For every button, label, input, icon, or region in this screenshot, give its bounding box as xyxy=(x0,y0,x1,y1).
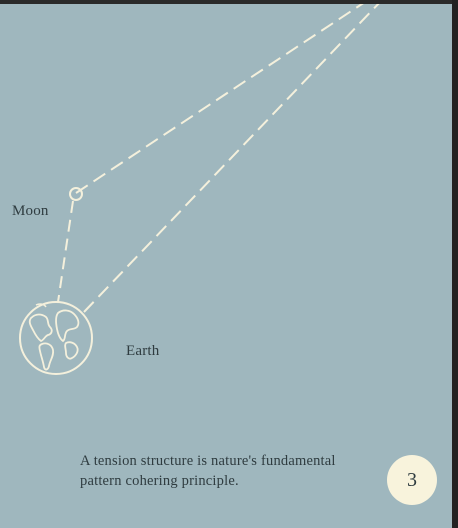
sun-to-moon-line xyxy=(76,0,368,193)
caption-line-2: pattern cohering principle. xyxy=(80,473,239,489)
page-number: 3 xyxy=(407,468,417,491)
moon-icon xyxy=(70,188,82,200)
moon-label: Moon xyxy=(12,203,49,219)
sun-to-earth-line xyxy=(84,0,382,312)
page-right-edge xyxy=(452,0,458,528)
earth-label: Earth xyxy=(126,343,160,359)
page-number-badge xyxy=(387,455,437,505)
page-top-edge xyxy=(0,0,452,4)
earth-icon xyxy=(20,302,92,374)
caption-line-1: A tension structure is nature's fundamental xyxy=(80,453,336,469)
moon-to-earth-line xyxy=(58,201,73,302)
caption xyxy=(80,451,390,491)
